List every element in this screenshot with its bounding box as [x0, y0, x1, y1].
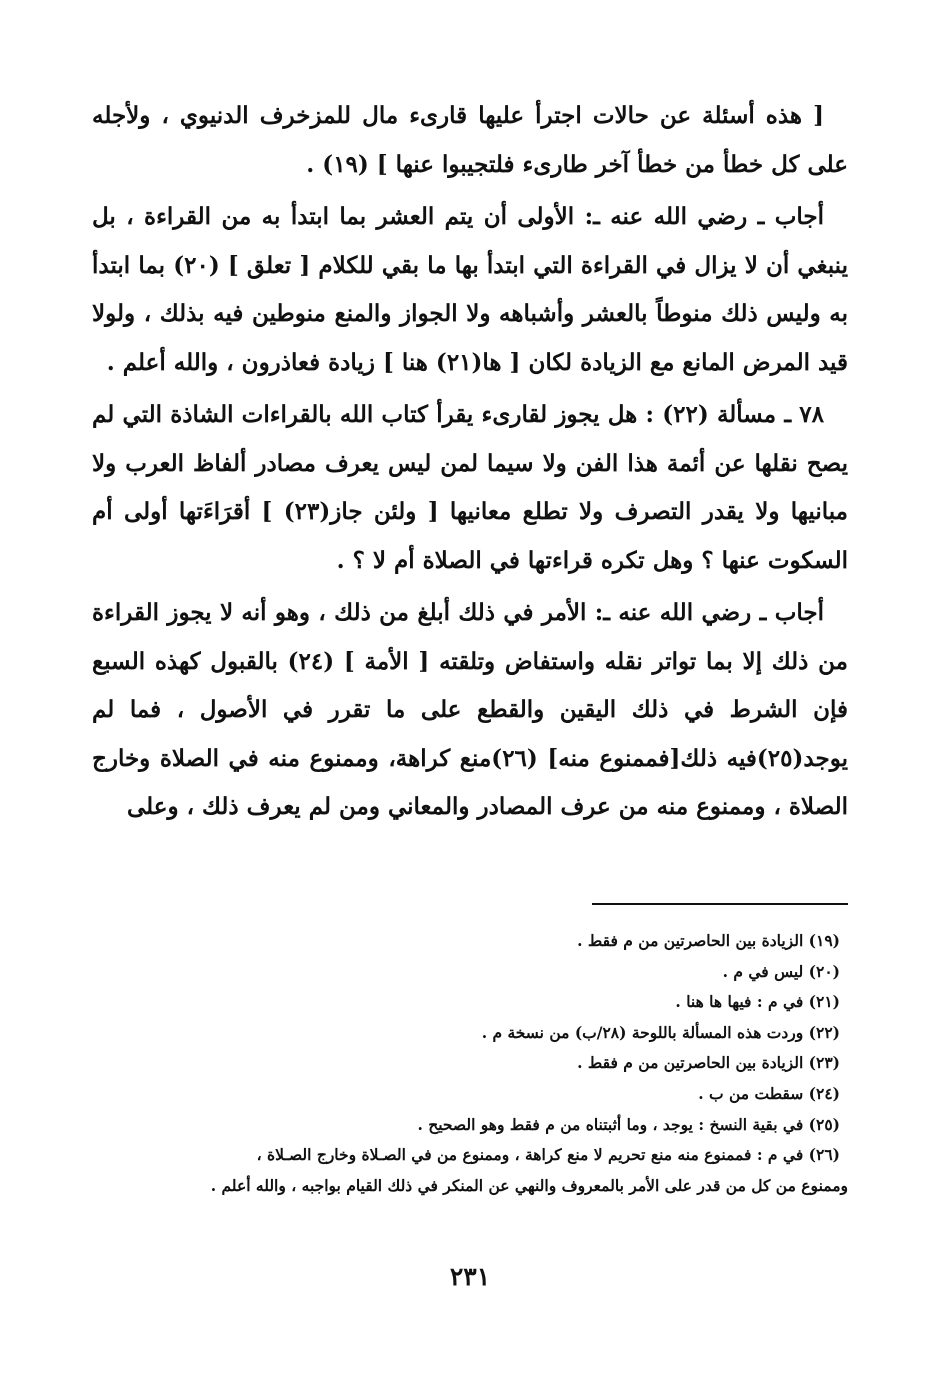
footnote-divider — [592, 903, 848, 905]
footnote-26: (٢٦) في م : فممنوع منه منع تحريم لا منع كراهة ، وممنوع من في الصـلاة وخارج الصـلاة ، — [256, 1145, 840, 1165]
footnote-20: (٢٠) ليس في م . — [722, 961, 840, 981]
footnote-19: (١٩) الزيادة بين الحاصرتين من م فقط . — [577, 931, 840, 950]
footnote-23: (٢٣) الزيادة بين الحاصرتين من م فقط . — [577, 1053, 840, 1073]
footnote-26-continuation: وممنوع من كل من قدر على الأمر بالمعروف والنهي عن المنكر في ذلك القيام بواجبه ، والله أعلم . — [210, 1175, 848, 1195]
footnotes-section — [90, 926, 848, 1201]
answer-paragraph: أجاب ـ رضي الله عنه ـ: الأولى أن يتم العشر بما ابتدأ به من القراءة ، بل ينبغي أن لا يزال في القراءة التي ابتدأ بها ما بقي للكلام [ تعلق ] (٢٠) بما ابتدأ به وليس ذلك منوطاً بالعشر وأشباهه ولا الجواز والمنع منوطين فيه بذلك ، ولولا قيد المرض المانع مع الزيادة لكان [ ها(٢١) هنا ] زيادة فعاذرون ، والله أعلم . — [92, 203, 848, 376]
footnote-22: (٢٢) وردت هذه المسألة باللوحة (٢٨/ب) من نسخة م . — [481, 1022, 840, 1042]
footnote-24: (٢٤) سقطت من ب . — [698, 1083, 840, 1103]
answer-78-paragraph: أجاب ـ رضي الله عنه ـ: الأمر في ذلك أبلغ من ذلك ، وهو أنه لا يجوز القراءة من ذلك إلا بما تواتر نقله واستفاض وتلقته [ الأمة ] (٢٤) بالقبول كهذه السبع فإن الشرط في ذلك اليقين والقطع على ما تقرر في الأصول ، فما لم يوجد(٢٥)فيه ذلك[فممنوع منه] (٢٦)منع كراهة، وممنوع منه في الصلاة وخارج الصلاة ، وممنوع منه من عرف المصادر والمعاني ومن لم يعرف ذلك ، وعلى — [92, 599, 848, 820]
main-text-body — [92, 92, 848, 836]
question-paragraph: [ هذه أسئلة عن حالات اجترأ عليها قارىء مال للمزخرف الدنيوي ، ولأجله على كل خطأ من خطأ آخر طارىء فلتجيبوا عنها ] (١٩) . — [92, 102, 848, 178]
footnote-25: (٢٥) في بقية النسخ : يوجد ، وما أثبتناه من م فقط وهو الصحيح . — [417, 1114, 840, 1134]
footnote-21: (٢١) في م : فيها ها هنا . — [675, 992, 840, 1012]
page-number: ٢٣١ — [449, 1262, 491, 1291]
question-78-paragraph: ٧٨ ـ مسألة (٢٢) : هل يجوز لقارىء يقرأ كتاب الله بالقراءات الشاذة التي لم يصح نقلها عن أئمة هذا الفن ولا سيما لمن ليس يعرف مصادر ألفاظ العرب ولا مبانيها ولا يقدر التصرف ولا تطلع معانيها [ ولئن جاز(٢٣) ] أقرَاءَتها أولى أم السكوت عنها ؟ وهل تكره قراءتها في الصلاة أم لا ؟ . — [92, 401, 848, 574]
